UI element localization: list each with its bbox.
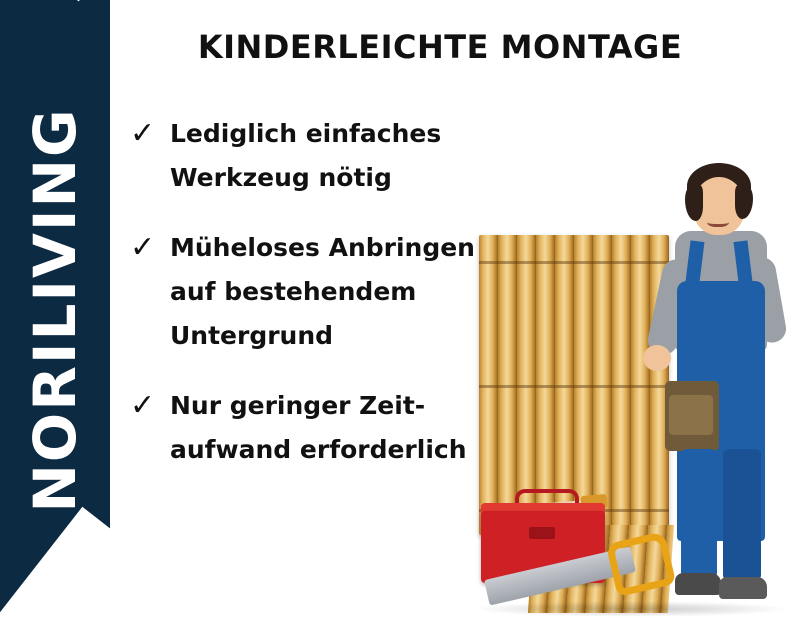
list-item [128, 226, 528, 358]
list-item-label: Lediglich einfaches Werkzeug nötig [170, 119, 442, 192]
toolbox-latch [529, 527, 555, 539]
worker-shoe-left [675, 573, 721, 595]
bamboo-band [479, 385, 669, 388]
brand-wedge-top-decor [0, 0, 110, 1]
worker-leg-right [723, 449, 761, 581]
worker-hand-left [643, 345, 671, 371]
check-icon: ✓ [130, 116, 156, 151]
bamboo-band [479, 261, 669, 264]
worker-leg-left [681, 449, 717, 579]
list-item-label: Nur geringer Zeit-aufwand erforderlich [170, 391, 467, 464]
page-title: KINDERLEICHTE MONTAGE [197, 28, 683, 66]
brand-wedge-bottom-decor [0, 507, 110, 619]
list-item [128, 112, 528, 200]
worker-tool-pouch-flap [669, 395, 713, 435]
brand-name: NORILIVING [21, 106, 89, 513]
product-photo [471, 119, 791, 619]
check-icon: ✓ [130, 388, 156, 423]
worker-hair-side-left [685, 185, 703, 221]
list-item [128, 384, 528, 472]
brand-sidebar-inner [0, 0, 110, 619]
list-item-label: Müheloses Anbringen auf bestehendem Untergrund [170, 233, 475, 350]
worker-shoe-right [719, 577, 767, 599]
worker-smile [707, 215, 729, 227]
brand-sidebar [0, 0, 110, 619]
worker-hair-side-right [735, 185, 753, 219]
worker-figure [657, 149, 787, 619]
check-icon: ✓ [130, 230, 156, 265]
feature-list [128, 112, 528, 498]
ground-shadow [471, 601, 791, 617]
